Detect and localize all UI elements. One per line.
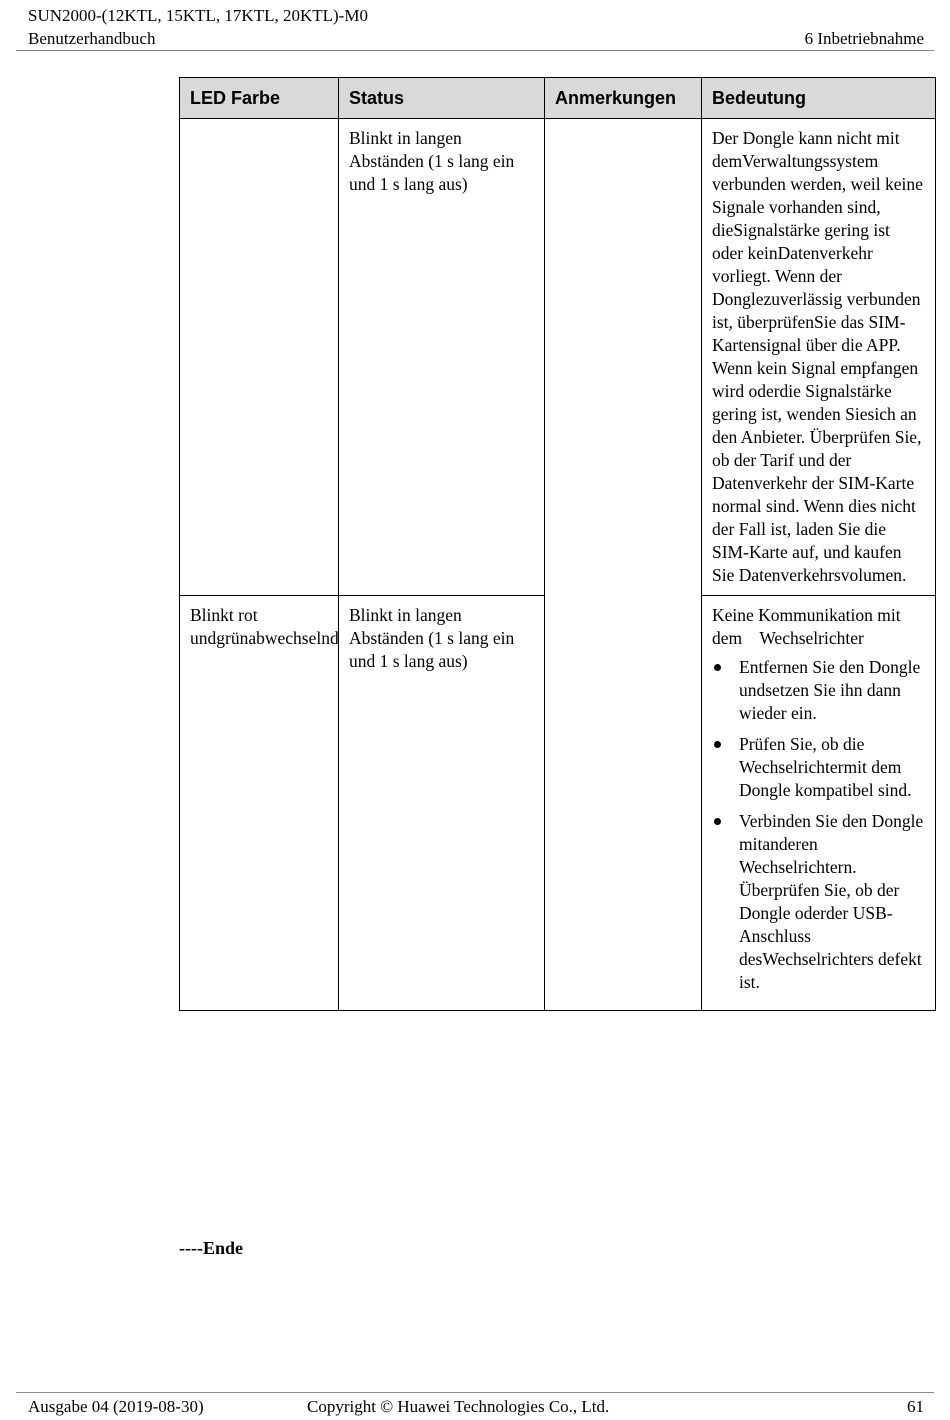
header-manual: Benutzerhandbuch — [28, 29, 156, 48]
list-item-text: Prüfen Sie, ob die Wechselrichtermit dem Dongle kompatibel sind. — [739, 734, 912, 800]
table-row — [180, 119, 936, 596]
cell-led-color — [180, 119, 339, 596]
cell-status: Blinkt in langen Abständen (1 s lang ein und 1 s lang aus) — [339, 596, 545, 1011]
header-divider — [16, 50, 934, 51]
header-product: SUN2000-(12KTL, 15KTL, 17KTL, 20KTL)-M0 — [28, 6, 368, 25]
cell-meaning — [702, 596, 936, 1011]
list-item — [712, 656, 925, 725]
table-header-row — [180, 78, 936, 119]
list-item — [712, 733, 925, 802]
list-item-text: Entfernen Sie den Dongle undsetzen Sie ihn dann wieder ein. — [739, 657, 921, 723]
column-header-led-color: LED Farbe — [180, 78, 339, 119]
footer-issue: Ausgabe 04 (2019-08-30) — [28, 1397, 204, 1416]
column-header-meaning: Bedeutung — [702, 78, 936, 119]
bullet-icon — [714, 741, 721, 748]
footer-divider — [16, 1392, 934, 1393]
end-marker: ----Ende — [179, 1238, 243, 1258]
column-header-status: Status — [339, 78, 545, 119]
cell-remarks — [545, 119, 702, 1011]
cell-meaning: Der Dongle kann nicht mit demVerwaltungssystem verbunden werden, weil keine Signale vorhanden sind, dieSignalstärke gering ist oder keinDatenverkehr vorliegt. Wenn der Donglezuverlässig verbunden ist, überprüfenSie das SIM-Kartensignal über die APP. Wenn kein Signal empfangen wird oderdie Signalstärke gering ist, wenden Siesich an den Anbieter. Überprüfen Sie, ob der Tarif und der Datenverkehr der SIM-Karte normal sind. Wenn dies nicht der Fall ist, laden Sie die SIM-Karte auf, und kaufen Sie Datenverkehrsvolumen. — [702, 119, 936, 596]
footer-page-number: 61 — [907, 1397, 924, 1416]
list-item-text: Verbinden Sie den Dongle mitanderen Wechselrichtern. Überprüfen Sie, ob der Dongle oderder USB-Anschluss desWechselrichters defekt ist. — [739, 811, 924, 992]
list-item — [712, 810, 925, 994]
cell-status: Blinkt in langen Abständen (1 s lang ein und 1 s lang aus) — [339, 119, 545, 596]
cell-led-color: Blinkt rot undgrünabwechselnd — [180, 596, 339, 1011]
footer-copyright: Copyright © Huawei Technologies Co., Ltd. — [307, 1397, 610, 1416]
meaning-intro: Keine Kommunikation mit dem Wechselrichter — [712, 605, 905, 648]
header-chapter: 6 Inbetriebnahme — [804, 29, 924, 48]
led-status-table — [179, 77, 936, 1011]
bullet-icon — [714, 664, 721, 671]
column-header-remarks: Anmerkungen — [545, 78, 702, 119]
bullet-icon — [714, 818, 721, 825]
action-list — [712, 656, 925, 994]
